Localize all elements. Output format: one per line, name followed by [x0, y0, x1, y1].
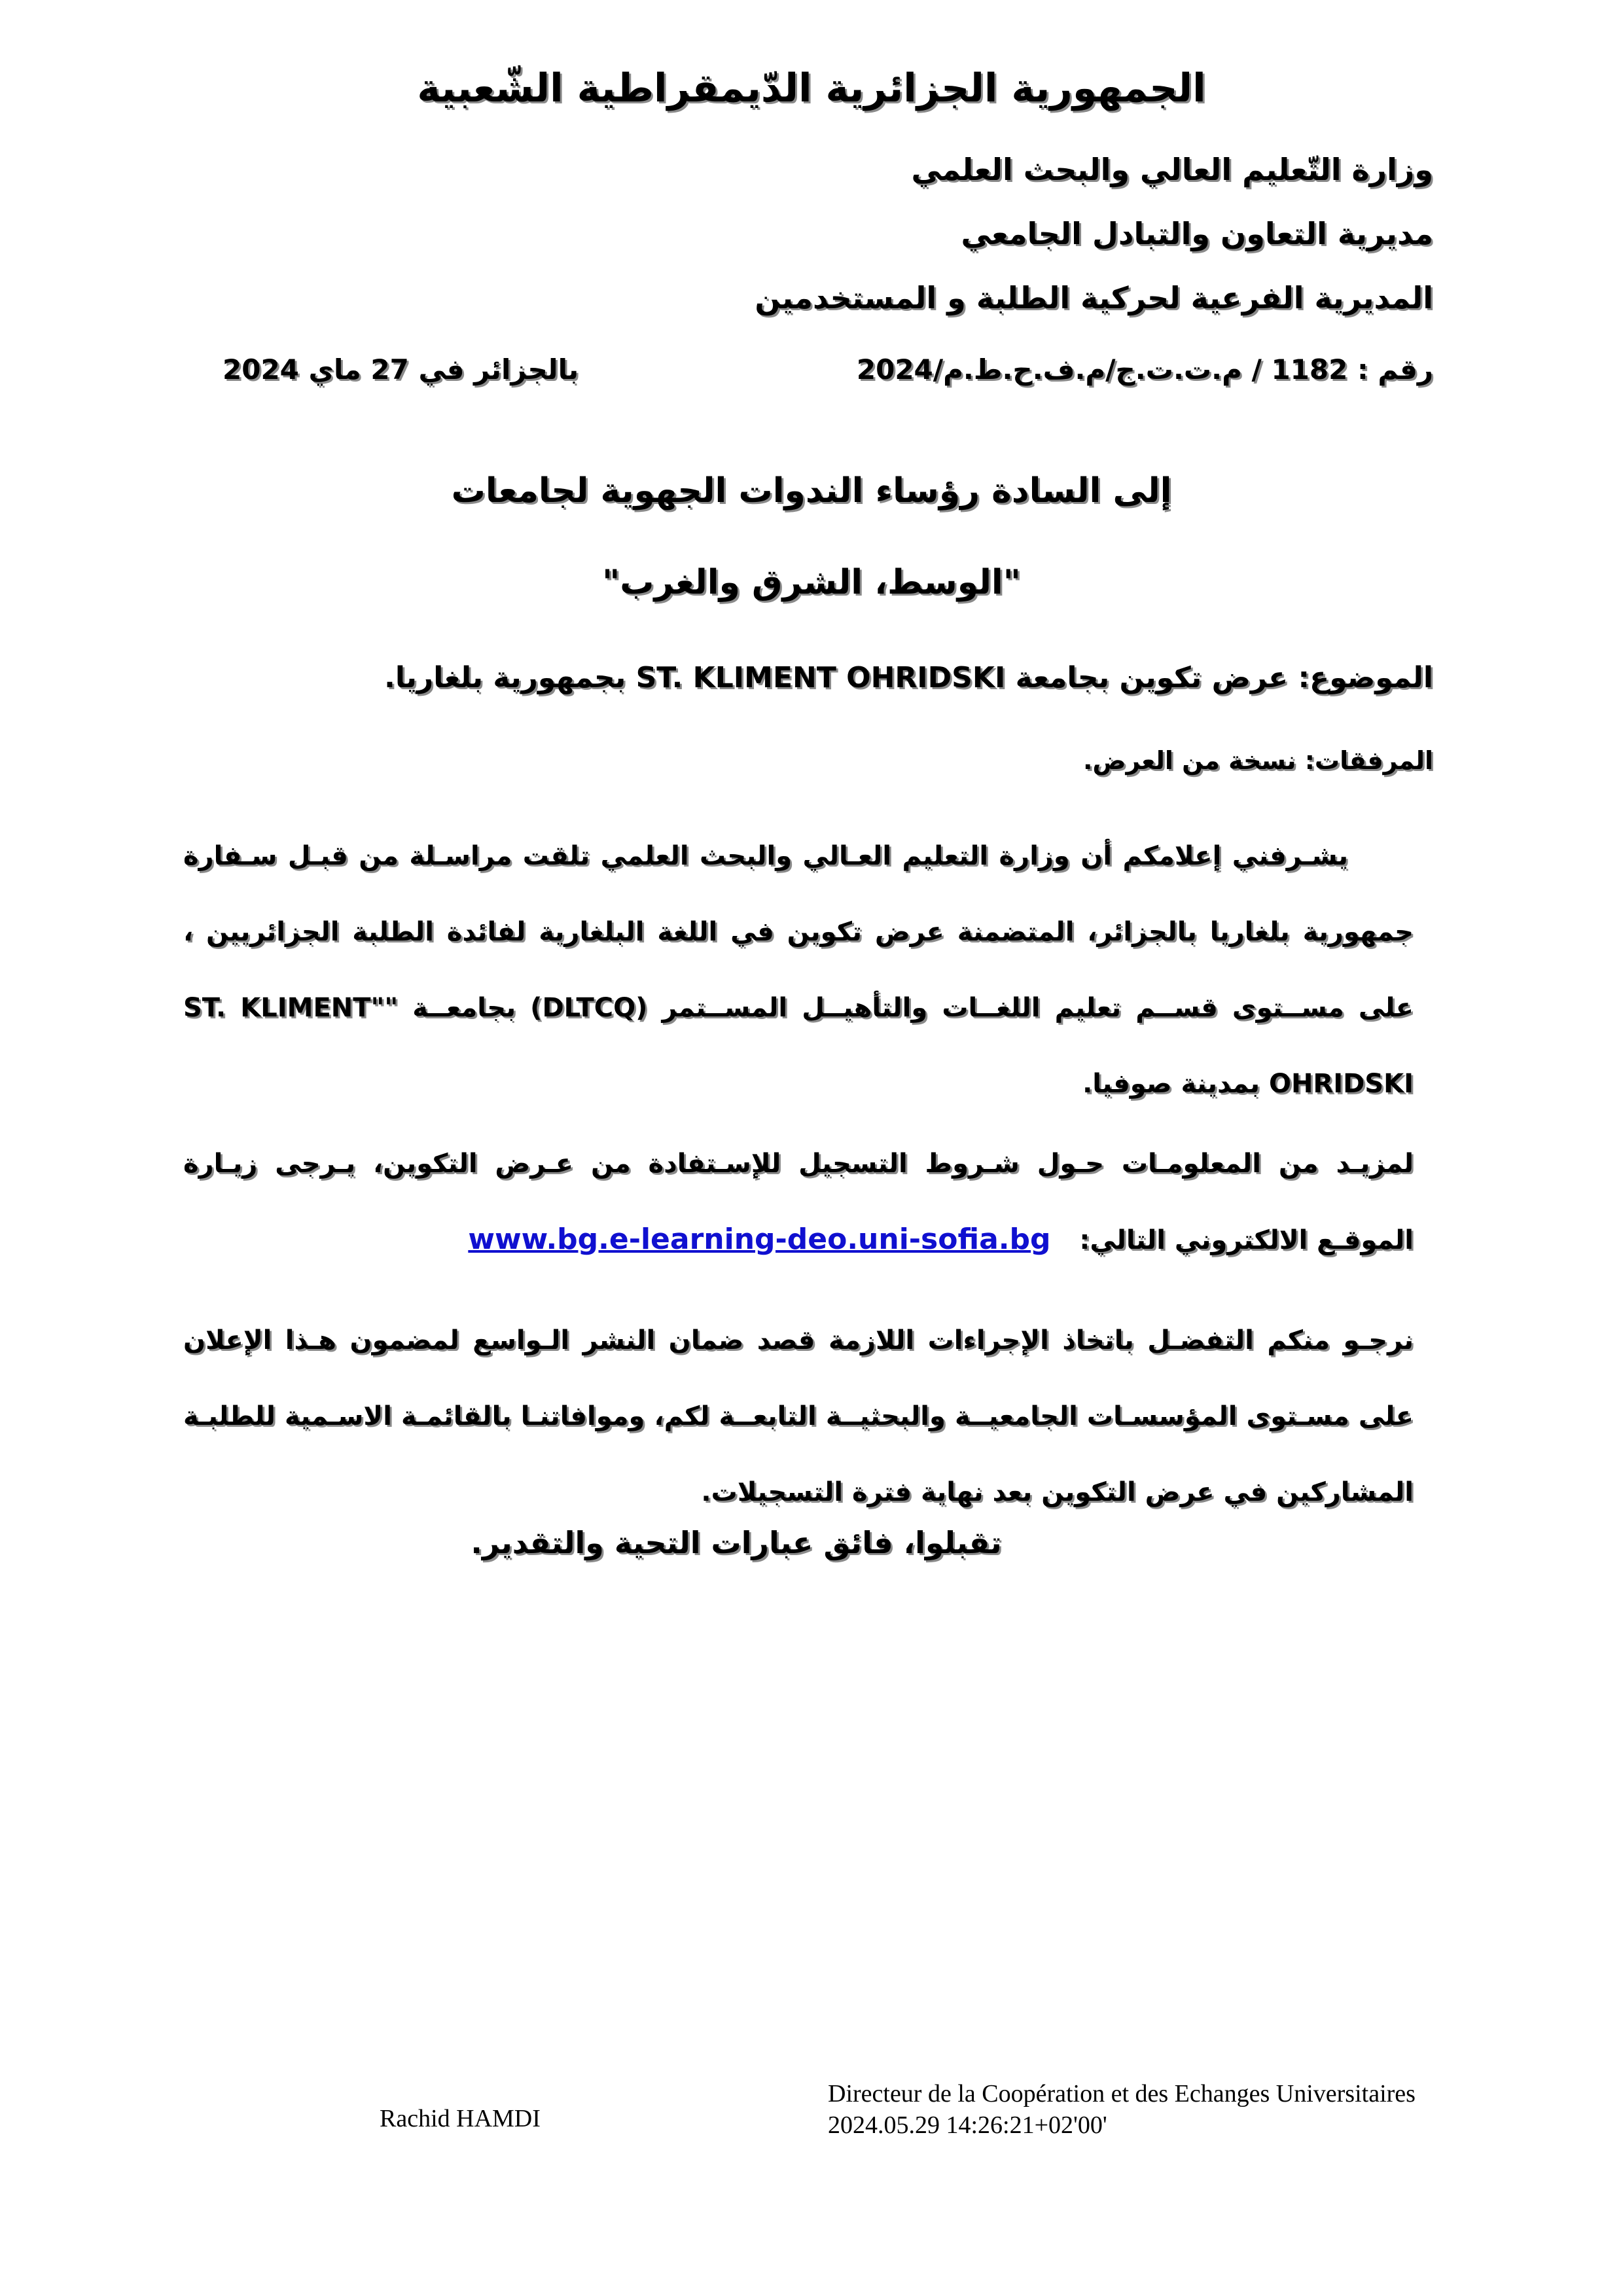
website-link[interactable]: www.bg.e-learning-deo.uni-sofia.bg: [468, 1223, 1051, 1256]
digital-signature-block: [828, 2078, 1416, 2141]
body-paragraph-1: يشـرفني إعلامكم أن وزارة التعليم العـالي والبحث العلمي تلقت مراسـلة من قبـل سـفارة جمهورية بلغاريا بالجزائر، المتضمنة عرض تكوين في اللغة البلغارية لفائدة الطلبة الجزائريين ، على مســتوى قســم تعليم اللغــات والتأهيــل المســتمر (DLTCQ) بجامعــة ""ST. KLIMENT OHRIDSKI بمدينة صوفيا.: [183, 841, 1414, 1099]
signatory-name: Rachid HAMDI: [380, 2105, 541, 2132]
reference-number: رقم : 1182 / م.ت.ت.ج/م.ف.ح.ط.م/2024: [856, 353, 1433, 386]
attachments-line: المرفقات: نسخة من العرض.: [1082, 746, 1433, 775]
republic-heading: الجمهورية الجزائرية الدّيمقراطية الشّعبية: [417, 65, 1206, 111]
body-paragraph-3: نرجـو منكم التفضـل باتخاذ الإجراءات اللازمة قصد ضمان النشر الـواسع لمضمون هـذا الإعلان على مسـتوى المؤسسـات الجامعيــة والبحثيــة التابعــة لكم، وموافاتنـا بالقائمـة الاسـمية للطلبـة المشاركين في عرض التكوين بعد نهاية فترة التسجيلات.: [183, 1325, 1414, 1507]
place-date: بالجزائر في 27 ماي 2024: [223, 353, 579, 386]
ministry-name: وزارة التّعليم العالي والبحث العلمي: [911, 152, 1433, 187]
sub-directorate-name: المديرية الفرعية لحركية الطلبة و المستخدمين: [755, 280, 1433, 315]
letterhead: [755, 137, 1433, 330]
signature-timestamp: 2024.05.29 14:26:21+02'00': [828, 2111, 1107, 2139]
subject-line: الموضوع: عرض تكوين بجامعة ST. KLIMENT OHRIDSKI بجمهورية بلغاريا.: [384, 661, 1433, 694]
paragraph-2-text: لمزيـد من المعلومـات حـول شـروط التسجيل للإسـتفادة من عـرض التكوين، يـرجى زيـارة الموقـع الالكتروني التالي:: [183, 1149, 1414, 1255]
directorate-name: مديرية التعاون والتبادل الجامعي: [961, 216, 1433, 251]
body-paragraph-2: [183, 1126, 1414, 1278]
closing-formula: تقبلوا، فائق عبارات التحية والتقدير.: [471, 1525, 1002, 1560]
signatory-title: Directeur de la Coopération et des Echanges Universitaires: [828, 2080, 1416, 2108]
recipient-line-2: "الوسط، الشرق والغرب": [602, 563, 1021, 602]
recipient-line-1: إلى السادة رؤساء الندوات الجهوية لجامعات: [451, 471, 1172, 511]
